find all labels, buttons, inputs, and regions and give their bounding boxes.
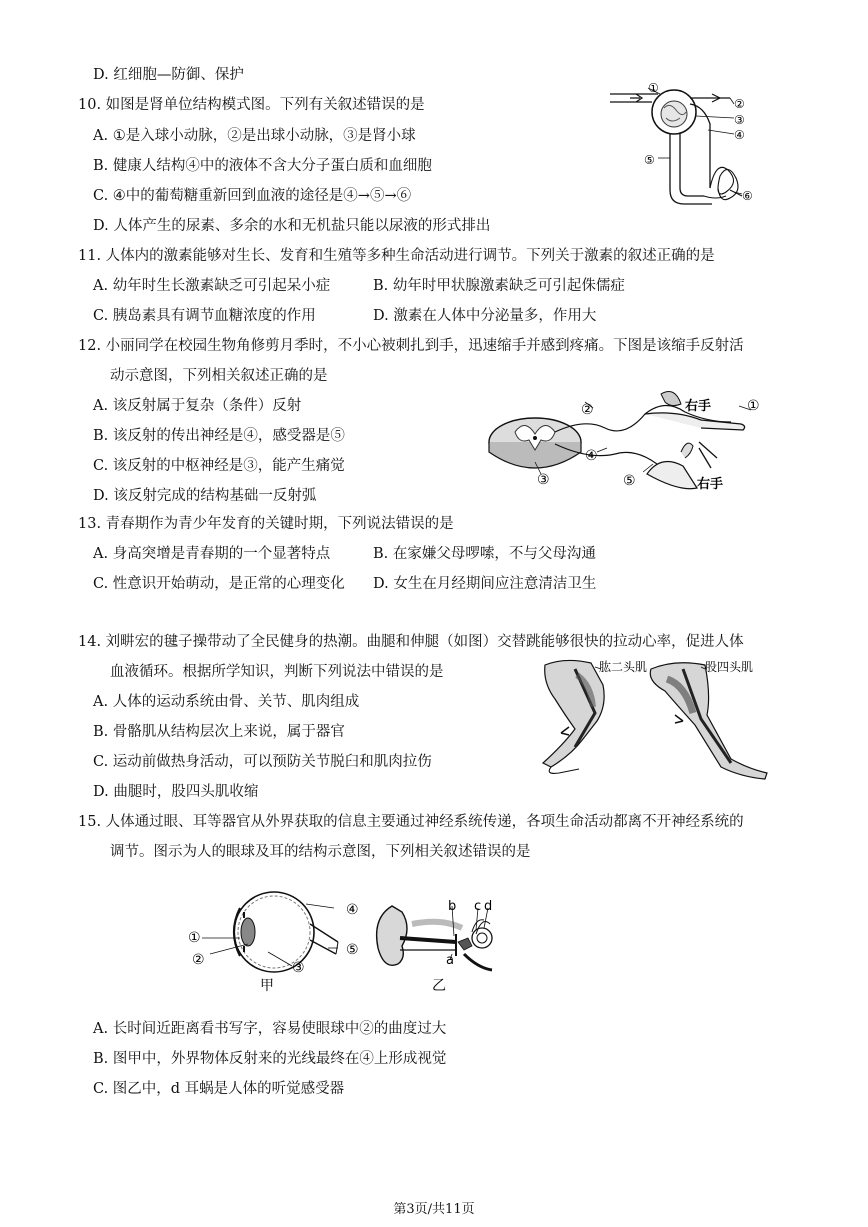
nephron-label-6: ⑥ bbox=[742, 189, 753, 203]
eye-label-1: ① bbox=[188, 930, 201, 946]
eye-label-5: ⑤ bbox=[346, 942, 359, 958]
q13-option-c: C. 性意识开始萌动，是正常的心理变化 bbox=[93, 576, 345, 592]
q9-option-d: D. 红细胞—防御、保护 bbox=[93, 67, 244, 83]
q14-stem-line2: 血液循环。根据所学知识，判断下列说法中错误的是 bbox=[110, 664, 444, 680]
reflex-label-4: ④ bbox=[585, 448, 598, 464]
reflex-label-3: ③ bbox=[537, 472, 550, 488]
q15-stem-line1: 15. 人体通过眼、耳等器官从外界获取的信息主要通过神经系统传递，各项生命活动都离不开神经系统的 bbox=[78, 814, 744, 830]
q10-option-c: C. ④中的葡萄糖重新回到血液的途径是④→⑤→⑥ bbox=[93, 188, 412, 204]
q13-option-d: D. 女生在月经期间应注意清洁卫生 bbox=[373, 576, 597, 592]
q13-option-a: A. 身高突增是青春期的一个显著特点 bbox=[93, 546, 331, 562]
q13-option-b: B. 在家嫌父母啰嗦，不与父母沟通 bbox=[373, 546, 596, 562]
eye-figure bbox=[188, 882, 368, 994]
ear-label-b: b bbox=[448, 899, 457, 914]
q11-option-a: A. 幼年时生长激素缺乏可引起呆小症 bbox=[93, 278, 331, 294]
right-hand-label-bottom: 右手 bbox=[697, 477, 724, 492]
reflex-label-2: ② bbox=[581, 402, 594, 418]
q11-option-b: B. 幼年时甲状腺激素缺乏可引起侏儒症 bbox=[373, 278, 625, 294]
q10-option-b: B. 健康人结构④中的液体不含大分子蛋白质和血细胞 bbox=[93, 158, 432, 174]
nephron-label-4: ④ bbox=[734, 128, 745, 142]
q14-option-a: A. 人体的运动系统由骨、关节、肌肉组成 bbox=[93, 694, 360, 710]
reflex-label-1: ① bbox=[747, 398, 760, 414]
nephron-label-5: ⑤ bbox=[644, 153, 655, 167]
q14-option-d: D. 曲腿时，股四头肌收缩 bbox=[93, 784, 259, 800]
nephron-label-2: ② bbox=[734, 97, 745, 111]
q15-option-c: C. 图乙中，d 耳蜗是人体的听觉感受器 bbox=[93, 1081, 345, 1097]
ear-label-d: d bbox=[484, 899, 493, 914]
fig-jia-label: 甲 bbox=[260, 978, 274, 994]
eye-label-4: ④ bbox=[346, 902, 359, 918]
q11-option-d: D. 激素在人体中分泌量多，作用大 bbox=[373, 308, 597, 324]
q10-stem: 10. 如图是肾单位结构模式图。下列有关叙述错误的是 bbox=[78, 97, 425, 113]
q12-option-a: A. 该反射属于复杂（条件）反射 bbox=[93, 398, 302, 414]
q12-option-b: B. 该反射的传出神经是④，感受器是⑤ bbox=[93, 428, 345, 444]
reflex-arc-figure bbox=[485, 388, 785, 498]
q15-option-b: B. 图甲中，外界物体反射来的光线最终在④上形成视觉 bbox=[93, 1051, 447, 1067]
q14-option-b: B. 骨骼肌从结构层次上来说，属于器官 bbox=[93, 724, 345, 740]
q11-option-c: C. 胰岛素具有调节血糖浓度的作用 bbox=[93, 308, 316, 324]
q12-option-d: D. 该反射完成的结构基础一反射弧 bbox=[93, 488, 317, 504]
q11-stem: 11. 人体内的激素能够对生长、发育和生殖等多种生命活动进行调节。下列关于激素的叙述正确的是 bbox=[78, 248, 715, 264]
eye-label-3: ③ bbox=[292, 960, 305, 976]
q12-stem-line2: 动示意图，下列相关叙述正确的是 bbox=[110, 368, 328, 384]
nephron-label-3: ③ bbox=[734, 113, 745, 127]
q13-stem: 13. 青春期作为青少年发育的关键时期，下列说法错误的是 bbox=[78, 516, 454, 532]
q10-option-a: A. ①是入球小动脉，②是出球小动脉，③是肾小球 bbox=[93, 128, 416, 144]
q10-option-d: D. 人体产生的尿素、多余的水和无机盐只能以尿液的形式排出 bbox=[93, 218, 491, 234]
ear-figure bbox=[372, 898, 512, 998]
biceps-label: 肱二头肌 bbox=[599, 660, 648, 674]
quadriceps-label: 股四头肌 bbox=[705, 660, 754, 674]
page-footer: 第3页/共11页 bbox=[393, 1202, 475, 1217]
ear-label-c: c bbox=[474, 899, 482, 914]
q14-option-c: C. 运动前做热身活动，可以预防关节脱臼和肌肉拉伤 bbox=[93, 754, 432, 770]
q14-stem-line1: 14. 刘畊宏的毽子操带动了全民健身的热潮。曲腿和伸腿（如图）交替跳能够很快的拉动心率，促进人体 bbox=[78, 634, 744, 650]
reflex-label-5: ⑤ bbox=[623, 473, 636, 489]
nephron-label-1: ① bbox=[648, 81, 659, 95]
q15-stem-line2: 调节。图示为人的眼球及耳的结构示意图，下列相关叙述错误的是 bbox=[110, 844, 531, 860]
leg-muscle-figure bbox=[535, 655, 775, 780]
right-hand-label-top: 右手 bbox=[685, 399, 712, 414]
q15-option-a: A. 长时间近距离看书写字，容易使眼球中②的曲度过大 bbox=[93, 1021, 447, 1037]
fig-yi-label: 乙 bbox=[432, 978, 446, 994]
nephron-figure bbox=[600, 78, 790, 208]
eye-label-2: ② bbox=[192, 952, 205, 968]
q12-stem-line1: 12. 小丽同学在校园生物角修剪月季时，不小心被刺扎到手，迅速缩手并感到疼痛。下图是该缩手反射活 bbox=[78, 338, 744, 354]
ear-label-a: a bbox=[446, 953, 454, 968]
q12-option-c: C. 该反射的中枢神经是③，能产生痛觉 bbox=[93, 458, 345, 474]
